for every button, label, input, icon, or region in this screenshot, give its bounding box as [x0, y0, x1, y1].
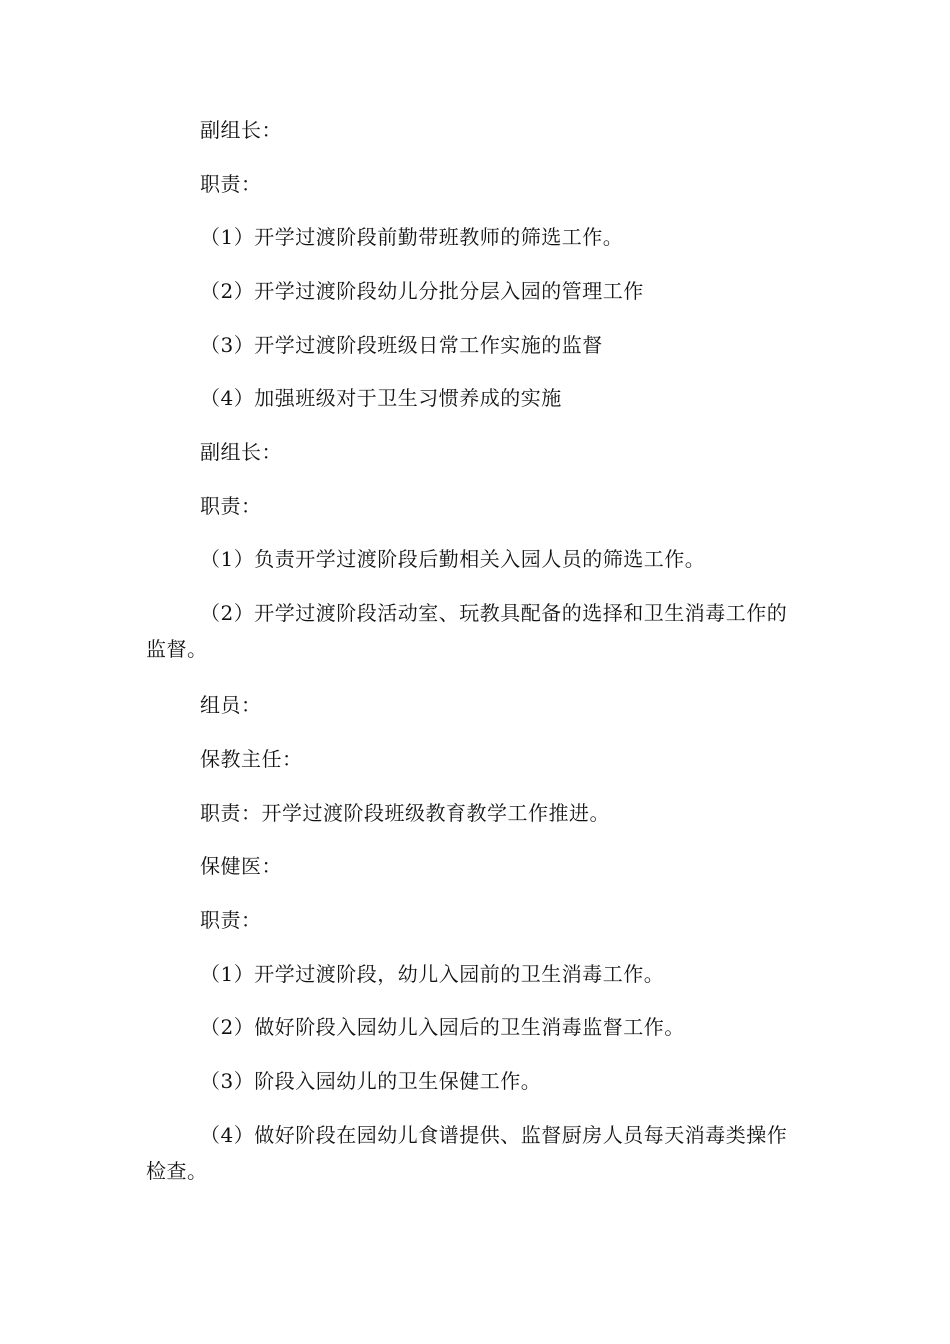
- duty-item-1-4: （4）加强班级对于卫生习惯养成的实施: [200, 386, 562, 410]
- duty-item-1-3: （3）开学过渡阶段班级日常工作实施的监督: [200, 333, 603, 357]
- role-label-education-director: 保教主任：: [200, 747, 303, 771]
- section-label-deputy-leader-1: 副组长：: [200, 118, 282, 142]
- duty-item-3-4: （4）做好阶段在园幼儿食谱提供、监督厨房人员每天消毒类操作检查。: [146, 1123, 788, 1183]
- duty-item-2-1: （1）负责开学过渡阶段后勤相关入园人员的筛选工作。: [200, 547, 706, 571]
- duty-item-2-2: （2）开学过渡阶段活动室、玩教具配备的选择和卫生消毒工作的监督。: [146, 601, 788, 661]
- duty-label-3: 职责：: [200, 908, 262, 932]
- section-label-members: 组员：: [200, 693, 262, 717]
- duty-item-3-3: （3）阶段入园幼儿的卫生保健工作。: [200, 1069, 542, 1093]
- duty-item-3-1: （1）开学过渡阶段，幼儿入园前的卫生消毒工作。: [200, 962, 665, 986]
- role-label-health-doctor: 保健医：: [200, 854, 282, 878]
- duty-label-1: 职责：: [200, 172, 262, 196]
- duty-label-2: 职责：: [200, 494, 262, 518]
- section-label-deputy-leader-2: 副组长：: [200, 440, 282, 464]
- duty-item-1-2: （2）开学过渡阶段幼儿分批分层入园的管理工作: [200, 279, 644, 303]
- duty-item-3-2: （2）做好阶段入园幼儿入园后的卫生消毒监督工作。: [200, 1015, 685, 1039]
- duty-education-director: 职责：开学过渡阶段班级教育教学工作推进。: [200, 801, 610, 825]
- duty-item-1-1: （1）开学过渡阶段前勤带班教师的筛选工作。: [200, 225, 624, 249]
